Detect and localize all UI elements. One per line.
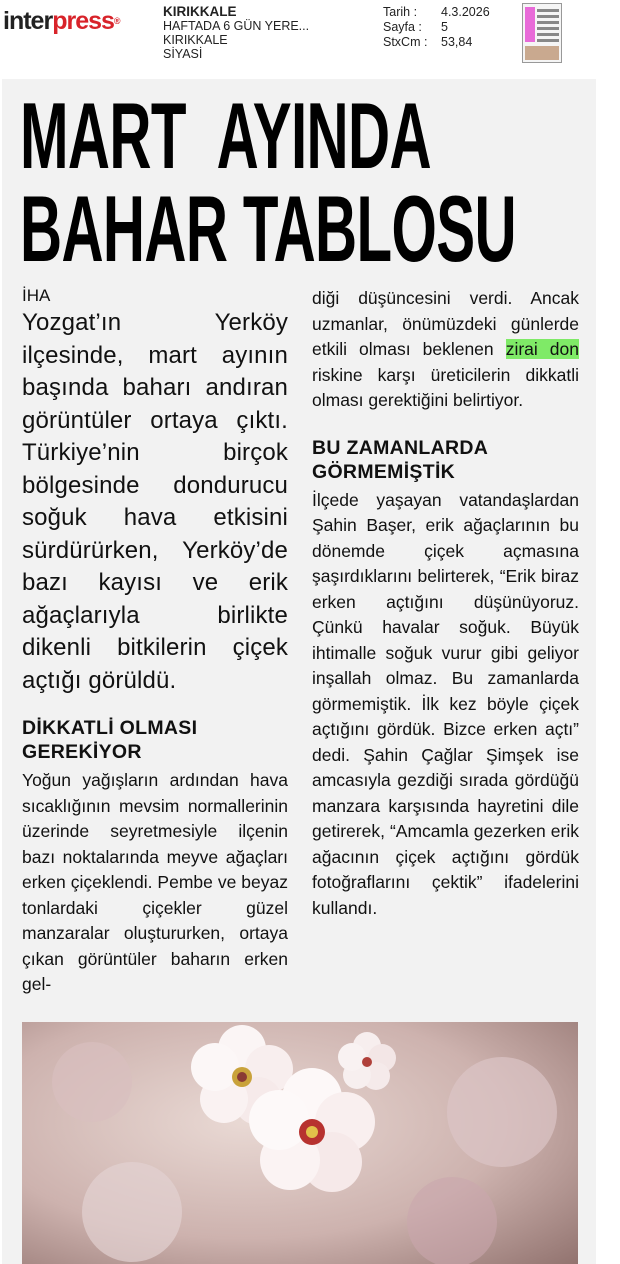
thumbnail-line bbox=[537, 15, 559, 18]
paragraph-2: İlçede yaşayan vatandaşlardan Şahin Başer, erik ağaçlarının bu dönemde çiçek açmasına şaşırdıklarını belirterek, “Erik biraz erken açtığını düşünüyoruz. Çünkü havalar soğuk. Büyük ihtimalle soğuk vurur gibi geliyor inşallah olmaz. Bu zamanlarda görmemiştik. İlk kez böyle çiçek açtığını gördük. Bizce erken açtı” dedi. Şahin Çağlar Şimşek ise amcasıyla gezdiği sırada gördüğü manzara karşısında hayretini dile getirerek, “Amcamla gezerken erik ağacının çiçek açtığını gördük fotoğraflarını çektik” ifadelerini kullandı. bbox=[312, 489, 579, 918]
meta-row-page bbox=[383, 20, 490, 35]
meta-value: 5 bbox=[441, 20, 448, 34]
thumbnail-line bbox=[537, 39, 559, 42]
article-column-left bbox=[22, 286, 288, 998]
article-column-right bbox=[312, 286, 579, 921]
publication-frequency: HAFTADA 6 GÜN YERE... bbox=[163, 19, 310, 33]
news-clipping bbox=[2, 79, 596, 1264]
clipping-meta-table bbox=[383, 5, 490, 50]
meta-key: Tarih : bbox=[383, 5, 418, 19]
publication-info bbox=[163, 5, 353, 61]
article-headline bbox=[20, 83, 516, 281]
meta-row-date bbox=[383, 5, 490, 20]
paragraph-1: Yoğun yağışların ardından hava sıcaklığının mevsim normallerinin üzerinde seyretmesiyle ilçenin bazı noktalarında meyve ağaçları erken çiçeklendi. Pembe ve beyaz tonlardaki çiçekler güzel manzaralar oluştururken, ortaya çıkan görüntüler baharın erken gel- bbox=[22, 770, 288, 994]
meta-value: 53,84 bbox=[441, 35, 473, 49]
thumbnail-line bbox=[537, 27, 559, 30]
interpress-logo[interactable] bbox=[3, 6, 120, 36]
meta-row-stxcm bbox=[383, 35, 490, 50]
thumbnail-highlight-bar bbox=[525, 7, 535, 42]
thumbnail-line bbox=[537, 21, 559, 24]
meta-key: StxCm : bbox=[383, 35, 428, 49]
clipping-meta-header bbox=[0, 0, 620, 78]
article-byline: İHA bbox=[22, 286, 51, 305]
headline-line-1: MART AYINDA bbox=[20, 83, 431, 188]
subheading-2: BU ZAMANLARDA GÖRMEMİŞTİK bbox=[312, 436, 488, 483]
publication-category: SİYASİ bbox=[163, 47, 203, 61]
logo-text-part1: inter bbox=[3, 7, 53, 35]
flower-3 bbox=[338, 1032, 396, 1090]
thumbnail-image bbox=[525, 46, 559, 60]
logo-text-part2: press bbox=[52, 7, 114, 35]
headline-line-2: BAHAR TABLOSU bbox=[20, 176, 516, 281]
meta-value: 4.3.2026 bbox=[441, 5, 490, 19]
page-thumbnail[interactable] bbox=[522, 3, 562, 63]
publication-name: KIRIKKALE bbox=[163, 4, 237, 19]
highlighted-phrase: zirai don bbox=[505, 339, 580, 359]
thumbnail-line bbox=[537, 9, 559, 12]
thumbnail-line bbox=[537, 33, 559, 36]
subheading-1: DİKKATLİ OLMASI GEREKİYOR bbox=[22, 717, 198, 763]
article-lead: Yozgat’ın Yerköy ilçesinde, mart ayının başında baharı andıran görüntüler ortaya çıktı. Türkiye’nin birçok bölgesinde dondurucu soğuk hava etkisini sürdürürken, Yerköy’de bazı kayısı ve erik ağaçlarıyla birlikte dikenli bitkilerin çiçek açtığı görüldü. bbox=[22, 309, 288, 694]
registered-mark: ® bbox=[113, 16, 120, 26]
blossom-illustration bbox=[22, 1022, 578, 1264]
meta-key: Sayfa : bbox=[383, 20, 422, 34]
blossom-photo bbox=[22, 1022, 578, 1264]
paragraph-1-continued: diği düşüncesini verdi. Ancak uzmanlar, önümüzdeki günlerde etkili olması beklenen zirai don riskine karşı üreticilerin dikkatli olması gerektiğini belirtiyor. bbox=[312, 288, 580, 410]
publication-city: KIRIKKALE bbox=[163, 33, 228, 47]
